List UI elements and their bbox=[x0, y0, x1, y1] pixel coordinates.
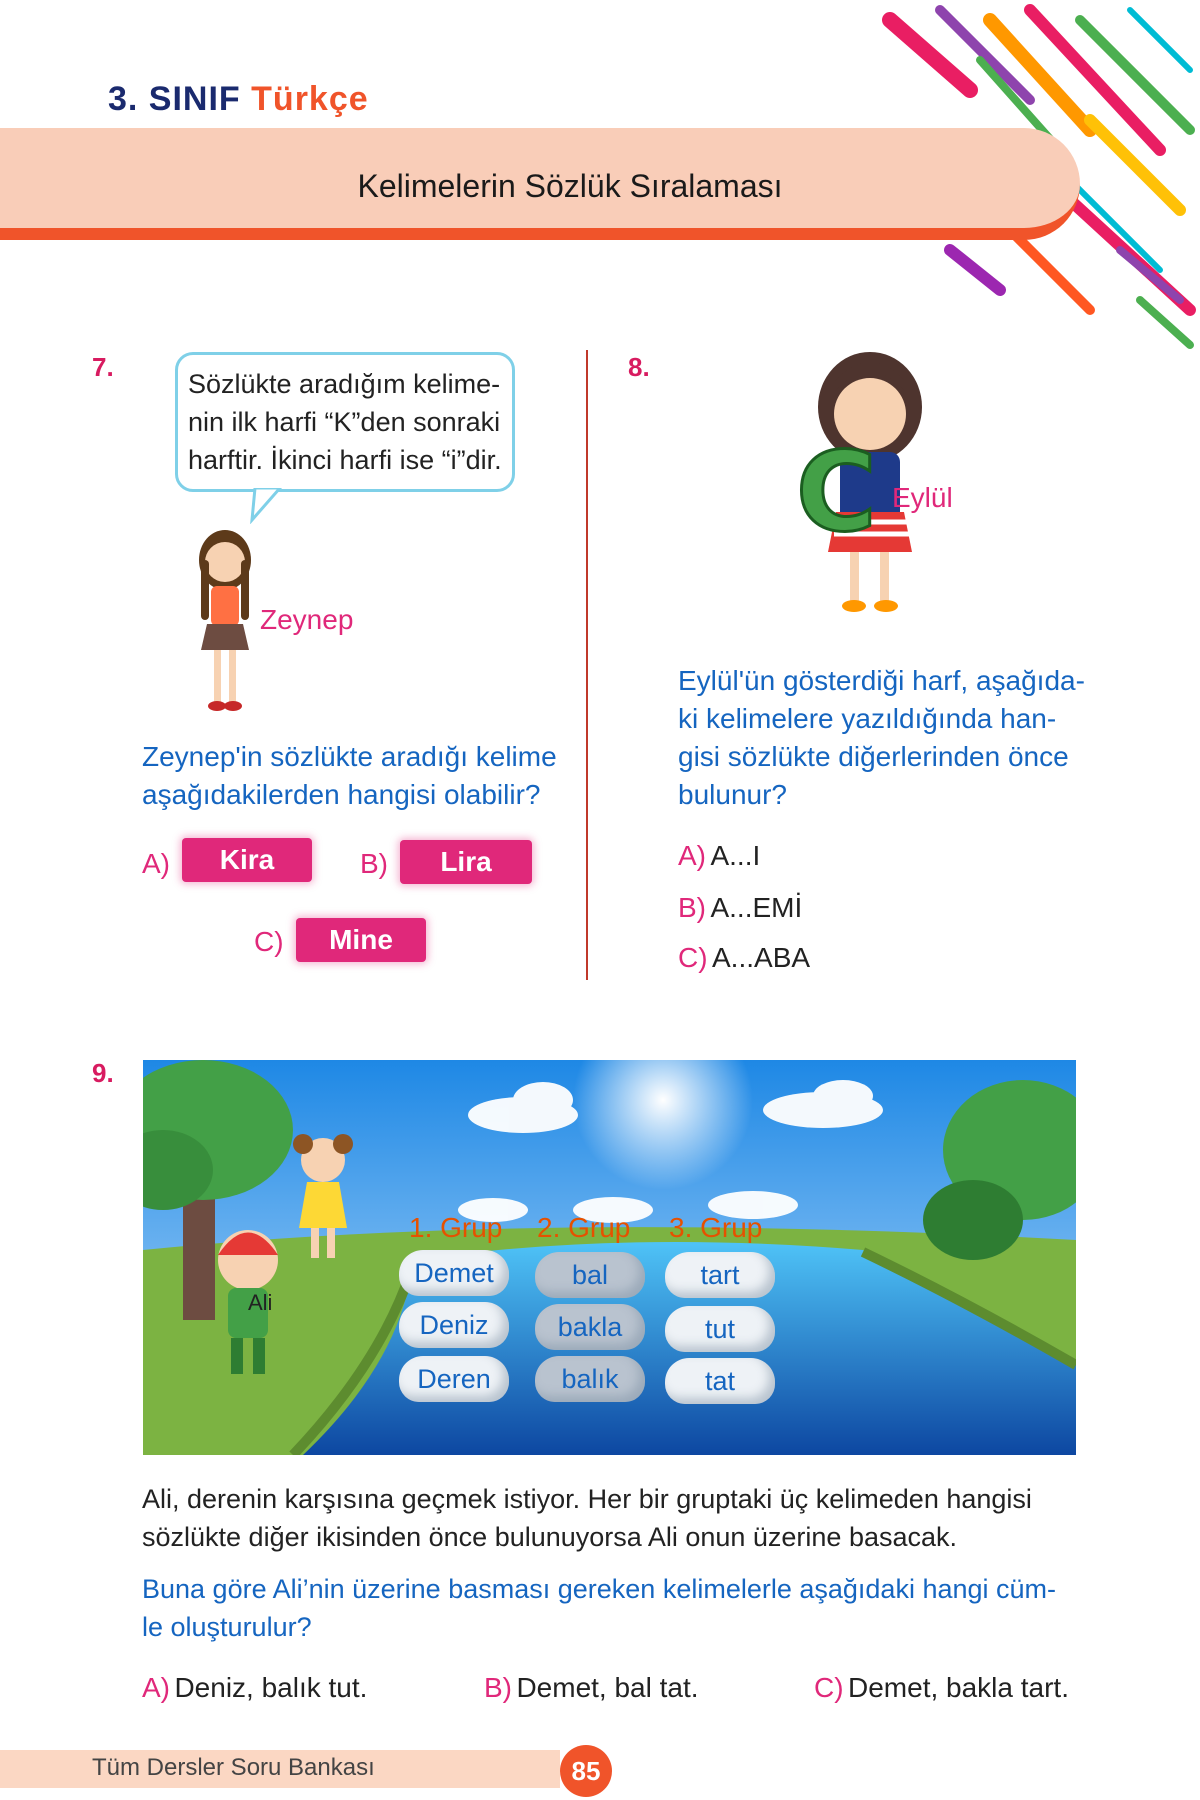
letter-c-balloon: C bbox=[796, 428, 877, 556]
question-7-text bbox=[142, 738, 557, 814]
question-line: bulunur? bbox=[678, 779, 787, 810]
speech-line: nin ilk harfi “K”den sonraki bbox=[188, 407, 501, 437]
question-9-context bbox=[142, 1480, 1032, 1556]
option-letter: B) bbox=[678, 892, 706, 923]
option-c[interactable] bbox=[678, 942, 810, 974]
option-a-letter: A) bbox=[142, 848, 170, 879]
question-line: Zeynep'in sözlükte aradığı kelime bbox=[142, 741, 557, 772]
option-text: Demet, bakla tart. bbox=[848, 1672, 1069, 1703]
option-text: A...EMİ bbox=[710, 892, 803, 923]
question-9-number: 9. bbox=[92, 1058, 114, 1088]
stone-word[interactable]: balık bbox=[535, 1356, 645, 1402]
speech-line: Sözlükte aradığım kelime- bbox=[188, 369, 501, 399]
option-text: A...I bbox=[710, 840, 761, 871]
option-text: Deniz, balık tut. bbox=[174, 1672, 368, 1703]
option-b-letter: B) bbox=[360, 848, 388, 879]
question-line: ki kelimelere yazıldığında han- bbox=[678, 703, 1057, 734]
group-3-title: 3. Grup bbox=[669, 1212, 763, 1243]
stone-word[interactable]: tat bbox=[665, 1358, 775, 1404]
option-c[interactable] bbox=[814, 1672, 1069, 1704]
question-8-number: 8. bbox=[628, 352, 650, 382]
eylul-name-label: Eylül bbox=[892, 482, 953, 513]
question-line: le oluşturulur? bbox=[142, 1612, 312, 1642]
option-b[interactable] bbox=[678, 892, 802, 924]
footer-book-title: Tüm Dersler Soru Bankası bbox=[92, 1754, 375, 1781]
option-c-answer[interactable]: Mine bbox=[296, 918, 426, 962]
option-letter: B) bbox=[484, 1672, 512, 1703]
option-letter: C) bbox=[814, 1672, 844, 1703]
stone-word[interactable]: tart bbox=[665, 1252, 775, 1298]
context-line: Ali, derenin karşısına geçmek istiyor. Her bir gruptaki üç kelimeden hangisi bbox=[142, 1484, 1032, 1514]
stone-word[interactable]: bal bbox=[535, 1252, 645, 1298]
option-letter: C) bbox=[678, 942, 708, 973]
question-7-number: 7. bbox=[92, 352, 114, 382]
grade-label: 3. SINIF Türkçe bbox=[108, 80, 369, 118]
option-a[interactable] bbox=[678, 840, 760, 872]
stone-word[interactable]: bakla bbox=[535, 1304, 645, 1350]
speech-bubble-tail bbox=[250, 488, 290, 524]
column-divider bbox=[586, 350, 588, 980]
group-1-title: 1. Grup bbox=[409, 1212, 503, 1243]
option-text: Demet, bal tat. bbox=[516, 1672, 699, 1703]
context-line: sözlükte diğer ikisinden önce bulunuyorsa Ali onun üzerine basacak. bbox=[142, 1522, 958, 1552]
question-line: Eylül'ün gösterdiği harf, aşağıda- bbox=[678, 665, 1085, 696]
girl-zeynep-illustration bbox=[185, 520, 265, 720]
option-c-letter: C) bbox=[254, 926, 284, 957]
river-scene bbox=[143, 1060, 1076, 1455]
option-text: A...ABA bbox=[712, 942, 811, 973]
option-b[interactable] bbox=[484, 1672, 699, 1704]
option-b-answer[interactable]: Lira bbox=[400, 840, 532, 884]
group-2-title: 2. Grup bbox=[537, 1212, 631, 1243]
question-8-text bbox=[678, 662, 1085, 814]
speech-line: harftir. İkinci harfi ise “i”dir. bbox=[188, 445, 502, 475]
option-letter: A) bbox=[142, 1672, 170, 1703]
question-line: Buna göre Ali’nin üzerine basması gereken kelimelerle aşağıdaki hangi cüm- bbox=[142, 1574, 1057, 1604]
option-a[interactable] bbox=[142, 1672, 367, 1704]
stone-word[interactable]: tut bbox=[665, 1306, 775, 1352]
stone-word[interactable]: Deren bbox=[399, 1356, 509, 1402]
stone-word[interactable]: Demet bbox=[399, 1250, 509, 1296]
ali-name-label: Ali bbox=[248, 1290, 273, 1315]
question-line: gisi sözlükte diğerlerinden önce bbox=[678, 741, 1069, 772]
page-number: 85 bbox=[560, 1745, 612, 1797]
question-line: aşağıdakilerden hangisi olabilir? bbox=[142, 779, 541, 810]
speech-bubble bbox=[175, 352, 515, 492]
zeynep-name-label: Zeynep bbox=[260, 604, 354, 635]
option-letter: A) bbox=[678, 840, 706, 871]
question-9-text bbox=[142, 1570, 1056, 1646]
stone-word[interactable]: Deniz bbox=[399, 1302, 509, 1348]
page-title: Kelimelerin Sözlük Sıralaması bbox=[357, 168, 783, 204]
option-a-answer[interactable]: Kira bbox=[182, 838, 312, 882]
